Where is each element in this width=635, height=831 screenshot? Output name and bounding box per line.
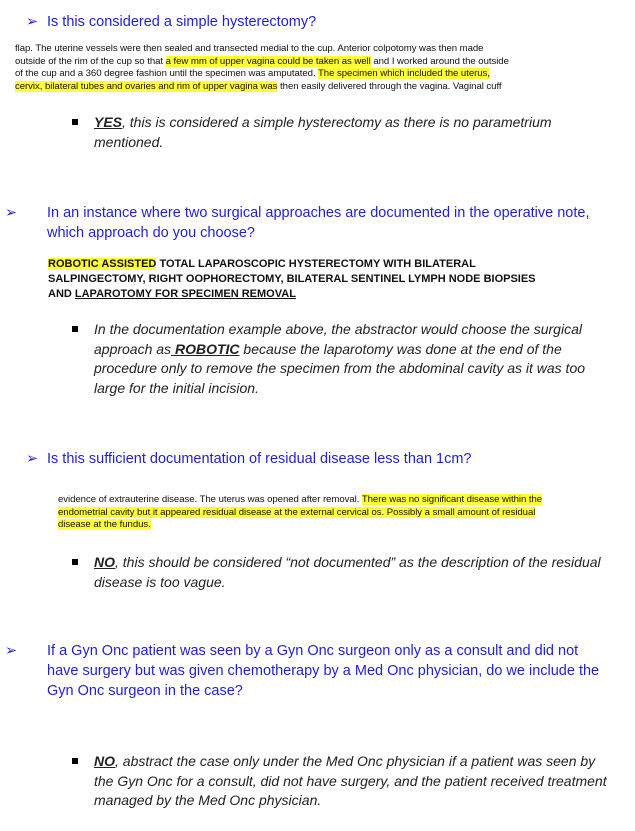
highlighted-text: disease at the fundus. [58, 519, 151, 531]
excerpt-line: flap. The uterine vessels were then sealed and transected medial to the cup. Anterior colpotomy was then made [15, 43, 484, 54]
square-bullet-icon [72, 758, 78, 764]
question-1-text: Is this considered a simple hysterectomy? [47, 14, 317, 30]
excerpt-line: outside of the rim of the cup so that a few mm of upper vagina could be taken as well and I worked around the outside [15, 55, 509, 67]
highlighted-text: ROBOTIC ASSISTED [48, 258, 157, 270]
highlighted-text: There was no significant disease within the [361, 494, 543, 505]
arrow-bullet-icon: ➢ [5, 643, 18, 659]
arrow-bullet-icon: ➢ [26, 14, 39, 30]
answer-1 [70, 113, 614, 152]
answer-keyword: YES [94, 114, 123, 130]
excerpt-line: cervix, bilateral tubes and ovaries and rim of upper vagina was then easily delivered through the vagina. Vaginal cuff [15, 80, 502, 92]
highlighted-text: The specimen which included the uterus, [318, 68, 490, 80]
question-4 [5, 641, 607, 701]
arrow-bullet-icon: ➢ [5, 205, 18, 221]
operative-note-excerpt-3 [58, 494, 633, 532]
question-2 [5, 203, 607, 243]
procedure-title: ROBOTIC ASSISTED TOTAL LAPAROSCOPIC HYSTERECTOMY WITH BILATERAL SALPINGECTOMY, RIGHT OOPHORECTOMY, BILATERAL SENTINEL LYMPH NODE BIOPSIES AND LAPAROTOMY FOR SPECIMEN REMOVAL [48, 258, 536, 300]
square-bullet-icon [72, 119, 78, 125]
answer-3 [70, 553, 614, 592]
question-2-text: In an instance where two surgical approaches are documented in the operative note, which approach do you choose? [47, 205, 590, 241]
answer-text: In the documentation example above, the abstractor would choose the surgical approach as [94, 321, 582, 357]
arrow-bullet-icon: ➢ [26, 451, 39, 467]
answer-4 [70, 752, 614, 811]
answer-text: , this is considered a simple hysterectomy as there is no parametrium mentioned. [94, 114, 552, 150]
highlighted-text: cervix, bilateral tubes and ovaries and rim of upper vagina was [15, 80, 278, 92]
answer-text: because the laparotomy was done at the end of the procedure only to remove the specimen from the abdominal cavity as it was too large for the initial incision. [94, 340, 586, 396]
answer-text: , this should be considered “not documented” as the description of the residual disease is too vague. [94, 554, 601, 590]
question-3 [26, 449, 472, 469]
square-bullet-icon [72, 559, 78, 565]
question-3-text: Is this sufficient documentation of residual disease less than 1cm? [47, 451, 472, 467]
answer-keyword: NO [94, 753, 115, 769]
question-4-text: If a Gyn Onc patient was seen by a Gyn Onc surgeon only as a consult and did not have surgery but was given chemotherapy by a Med Onc physician, do we include the Gyn Onc surgeon in the case? [47, 643, 600, 699]
excerpt-line [58, 519, 633, 532]
answer-text: , abstract the case only under the Med Onc physician if a patient was seen by the Gyn Onc for a consult, did not have surgery, and the patient received treatment managed by the Med Onc physician. [94, 753, 607, 808]
excerpt-line: evidence of extrauterine disease. The uterus was opened after removal. There was no significant disease within the [58, 494, 543, 505]
highlighted-text: endometrial cavity but it appeared residual disease at the external cervical os. Possibly a small amount of residual [58, 506, 536, 518]
highlighted-text: a few mm of upper vagina could be taken as well [165, 55, 371, 67]
answer-keyword: ROBOTIC [171, 340, 240, 357]
underlined-text: LAPAROTOMY FOR SPECIMEN REMOVAL [74, 288, 296, 300]
excerpt-line: of the cup and a 360 degree fashion until the specimen was amputated. The specimen which included the uterus, [15, 68, 490, 80]
operative-note-excerpt-1 [15, 43, 615, 93]
question-1 [26, 12, 316, 32]
answer-keyword: NO [94, 554, 115, 570]
answer-2 [70, 320, 614, 398]
excerpt-line [58, 507, 633, 520]
square-bullet-icon [72, 326, 78, 332]
